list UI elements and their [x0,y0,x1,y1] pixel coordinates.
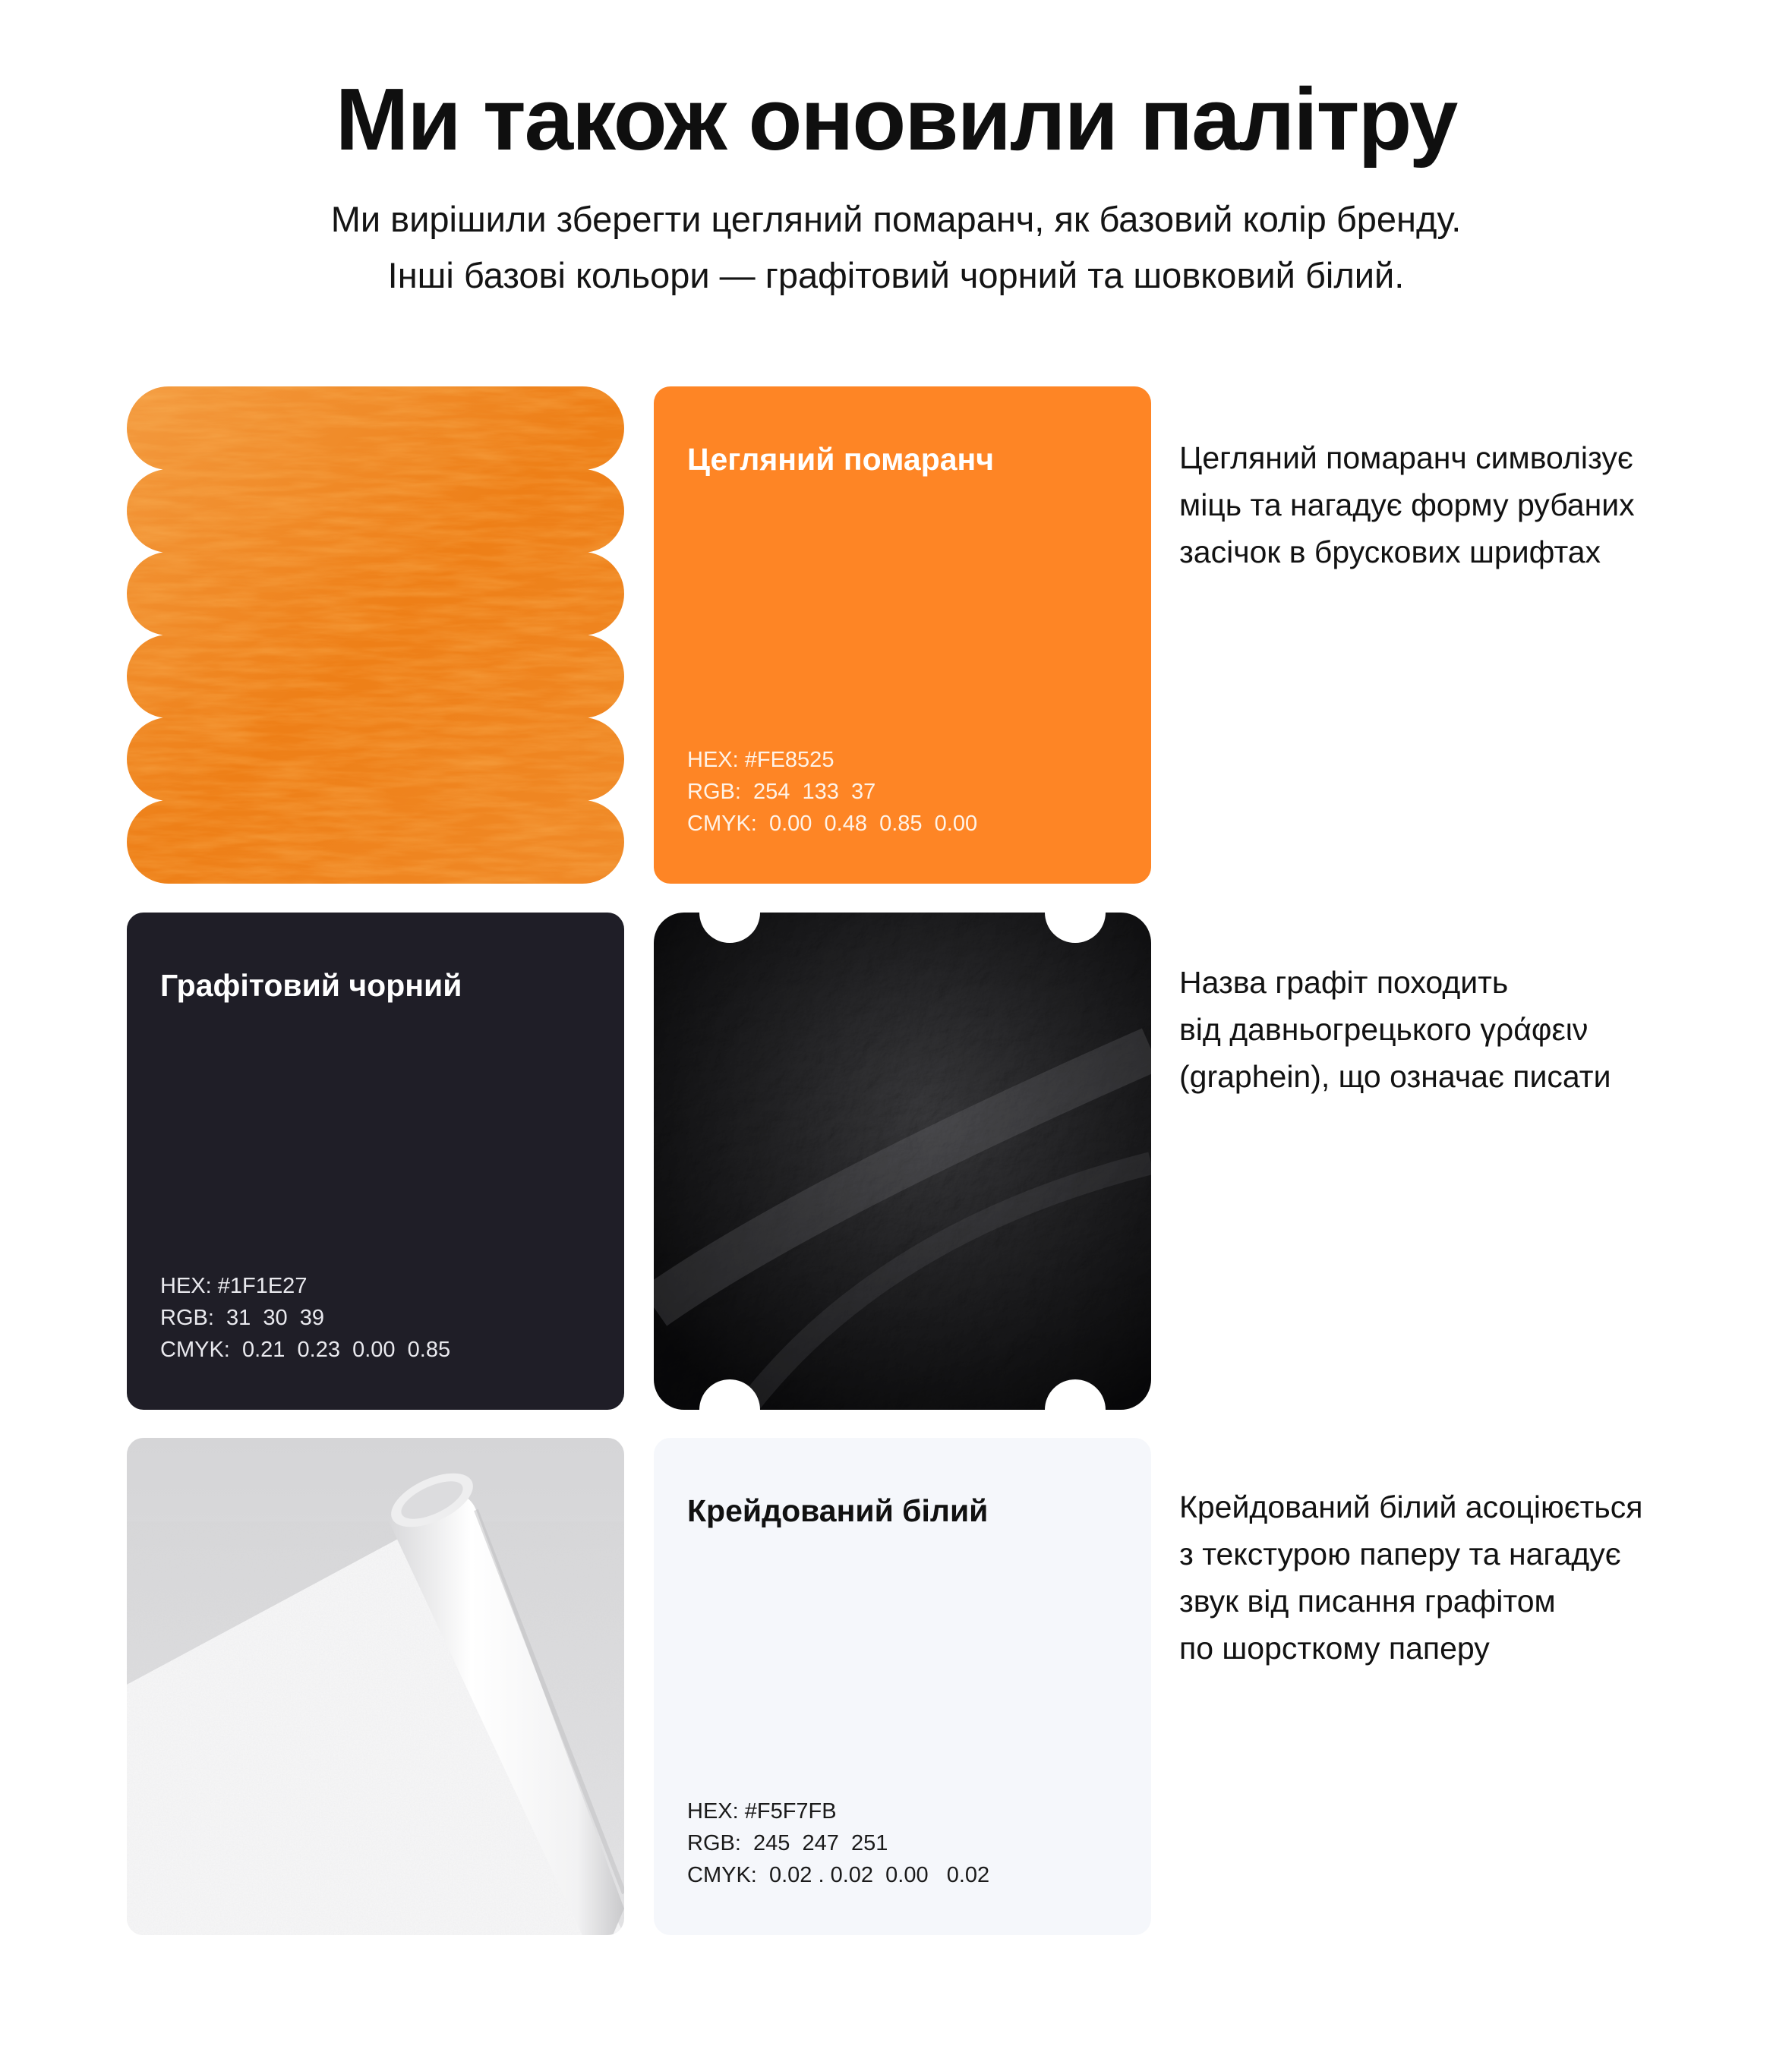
swatch-name: Графітовий чорний [160,968,462,1003]
description-line: звук від писання графітом [1179,1584,1556,1619]
hex-value: HEX: #1F1E27 [160,1274,308,1298]
description-line: з текстурою паперу та нагадує [1179,1537,1621,1571]
page-title: Ми також оновили палітру [335,70,1457,169]
description-line: від давньогрецького γράφειν [1179,1012,1589,1047]
orange-paint-texture [127,386,624,884]
orange-color-swatch [654,386,1151,884]
cmyk-value: CMYK: 0.21 0.23 0.00 0.85 [160,1338,451,1362]
orange-texture-image [127,386,624,884]
hex-value: HEX: #FE8525 [687,748,834,772]
color-codes [687,744,977,840]
graphite-description [1179,959,1756,1100]
description-line: Крейдований білий асоціюється [1179,1489,1643,1524]
description-line: Назва графіт походить [1179,965,1509,1000]
white-color-swatch [654,1438,1151,1935]
cmyk-value: CMYK: 0.00 0.48 0.85 0.00 [687,812,978,836]
graphite-texture [654,913,1151,1410]
paper-texture-image [127,1438,624,1935]
graphite-texture-image [654,913,1151,1410]
subtitle-line: Інші базові кольори — графітовий чорний та шовковий білий. [387,255,1405,295]
description-line: (graphein), що означає писати [1179,1059,1611,1094]
hex-value: HEX: #F5F7FB [687,1799,837,1824]
subtitle-line: Ми вирішили зберегти цегляний помаранч, як базовий колір бренду. [330,199,1462,239]
page-subtitle [0,191,1792,304]
cmyk-value: CMYK: 0.02 . 0.02 0.00 0.02 [687,1863,990,1887]
orange-description [1179,434,1756,575]
white-description [1179,1483,1756,1672]
curled-paper-texture [127,1438,624,1935]
swatch-name: Крейдований білий [687,1493,989,1528]
description-line: міць та нагадує форму рубаних [1179,487,1635,522]
rgb-value: RGB: 31 30 39 [160,1306,325,1330]
description-line: по шорсткому паперу [1179,1631,1490,1666]
rgb-value: RGB: 245 247 251 [687,1831,888,1855]
color-codes [160,1270,450,1366]
description-line: Цегляний помаранч символізує [1179,440,1633,475]
graphite-color-swatch [127,913,624,1410]
swatch-name: Цегляний помаранч [687,442,995,477]
description-line: засічок в брускових шрифтах [1179,534,1601,569]
rgb-value: RGB: 254 133 37 [687,780,876,804]
color-codes [687,1795,989,1891]
